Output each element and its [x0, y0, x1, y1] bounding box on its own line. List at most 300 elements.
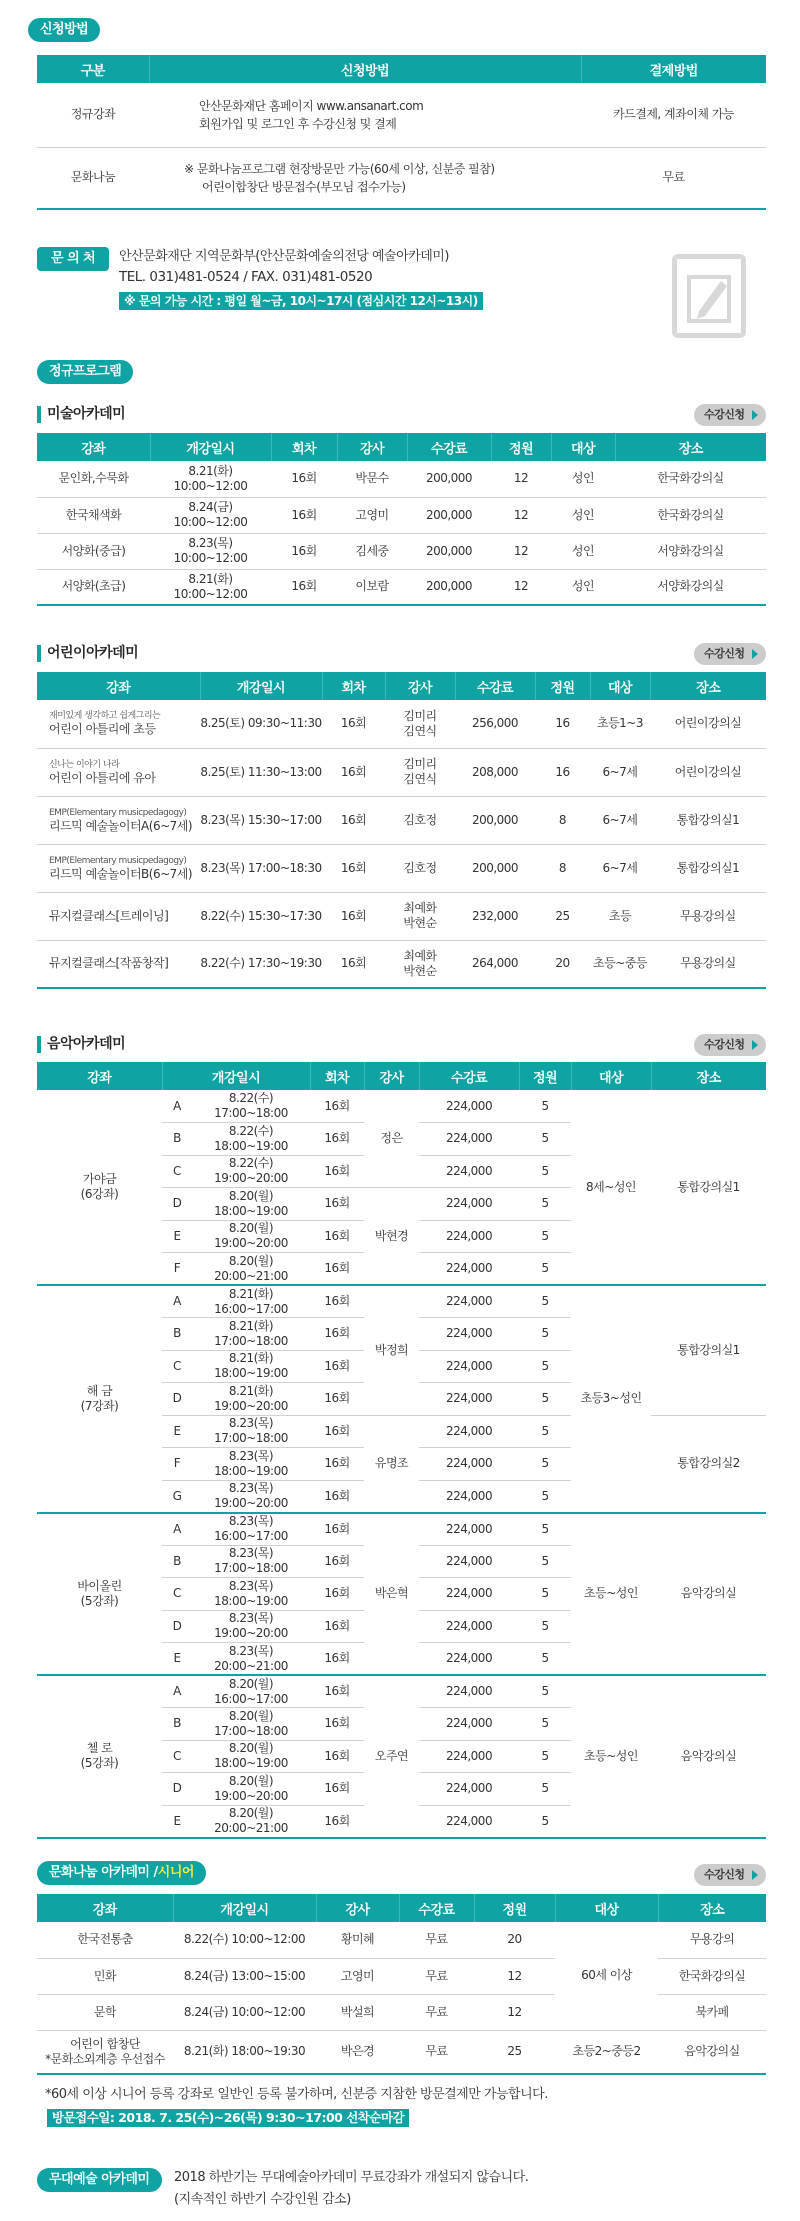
apply-method: [149, 83, 581, 147]
course-capacity: 5: [519, 1610, 571, 1643]
course-fee: 200,000: [455, 796, 535, 844]
apply-type: 문화나눔: [37, 147, 149, 209]
course-date: 8.22(수) 15:30~17:30: [200, 892, 322, 940]
course-fee: 224,000: [419, 1253, 519, 1286]
course-name: 한국채색화: [37, 497, 150, 533]
course-teacher: 오주연: [364, 1675, 419, 1838]
course-date: 8.21(화) 10:00~12:00: [150, 569, 271, 605]
course-fee: 224,000: [419, 1513, 519, 1546]
course-teacher: 박문수: [337, 461, 407, 497]
course-fee: 무료: [399, 1958, 474, 1994]
course-date: 8.20(월) 16:00~17:00: [192, 1675, 310, 1708]
col-header: 수강료: [419, 1062, 519, 1090]
course-date: 8.21(화) 17:00~18:00: [192, 1318, 310, 1351]
course-target: 초등: [590, 892, 650, 940]
course-teacher: [385, 844, 455, 892]
course-fee: 224,000: [419, 1643, 519, 1676]
course-count: 16회: [310, 1155, 364, 1188]
course-teacher: [385, 748, 455, 796]
table-row: [37, 497, 766, 533]
senior-visit-date: 방문접수일: 2018. 7. 25(수)~26(목) 9:30~17:00 선착순마감: [47, 2109, 409, 2127]
arrow-right-icon: [752, 410, 758, 420]
course-teacher: 박은경: [316, 2030, 399, 2074]
course-teacher: 이보람: [337, 569, 407, 605]
course-name: [37, 892, 200, 940]
section-letter: A: [162, 1090, 192, 1123]
course-title: 뮤지컬클래스[작품창작]: [49, 956, 169, 971]
course-date: 8.24(금) 10:00~12:00: [150, 497, 271, 533]
course-fee: 224,000: [419, 1773, 519, 1806]
course-place: 통합강의실1: [650, 796, 766, 844]
col-header: 구분: [37, 55, 149, 83]
course-subtitle: 재미있게 생각하고 쉽게그리는: [49, 711, 161, 722]
course-date: 8.23(목) 18:00~19:00: [192, 1448, 310, 1481]
course-capacity: 5: [519, 1285, 571, 1318]
course-target: 6~7세: [590, 796, 650, 844]
course-name: [37, 700, 200, 748]
contact-hours: ※ 문의 가능 시간 : 평일 월~금, 10시~17시 (점심시간 12시~13시): [119, 292, 483, 310]
course-fee: 224,000: [419, 1220, 519, 1253]
course-place: 통합강의실1: [651, 1285, 766, 1415]
course-capacity: 5: [519, 1448, 571, 1481]
art-register-button[interactable]: [694, 404, 766, 426]
course-fee: 200,000: [407, 569, 491, 605]
course-capacity: 5: [519, 1545, 571, 1578]
course-fee: 224,000: [419, 1480, 519, 1513]
section-letter: G: [162, 1480, 192, 1513]
col-header: 강좌: [37, 433, 150, 461]
course-fee: 224,000: [419, 1123, 519, 1156]
course-capacity: 5: [519, 1318, 571, 1351]
course-date: 8.23(목) 18:00~19:00: [192, 1578, 310, 1611]
course-teacher: 유명조: [364, 1415, 419, 1513]
kids-table-body: [37, 700, 766, 988]
course-name: 한국전통춤: [37, 1922, 173, 1958]
course-target: 초등2~중등2: [555, 2030, 658, 2074]
course-name: [37, 2030, 173, 2074]
course-date: 8.23(목) 10:00~12:00: [150, 533, 271, 569]
course-subtitle: EMP(Elementary musicpedagogy): [49, 807, 187, 818]
course-teacher: 김세중: [337, 533, 407, 569]
course-date: 8.20(월) 18:00~19:00: [192, 1740, 310, 1773]
course-count-note: (7강좌): [80, 1398, 119, 1413]
col-header: 강좌: [37, 1894, 173, 1922]
table-row: [37, 461, 766, 497]
col-header: 개강일시: [150, 433, 271, 461]
kids-header-row: [37, 672, 766, 700]
course-place: 한국화강의실: [658, 1958, 766, 1994]
course-name: 문학: [37, 1994, 173, 2030]
course-count: 16회: [310, 1350, 364, 1383]
section-letter: D: [162, 1383, 192, 1416]
col-header: 수강료: [399, 1894, 474, 1922]
course-date: 8.21(화) 10:00~12:00: [150, 461, 271, 497]
col-header: 대상: [590, 672, 650, 700]
col-header: 정원: [491, 433, 551, 461]
teacher-name: 김연식: [403, 772, 437, 786]
course-capacity: 5: [519, 1123, 571, 1156]
course-count: 16회: [310, 1123, 364, 1156]
course-fee: 200,000: [407, 461, 491, 497]
table-row: [37, 83, 766, 147]
table-row: [37, 892, 766, 940]
col-header: 강좌: [37, 672, 200, 700]
senior-label-highlight: 시니어: [157, 1865, 194, 1880]
course-count: 16회: [322, 700, 385, 748]
course-place: 한국화강의실: [615, 461, 766, 497]
col-header: 대상: [555, 1894, 658, 1922]
course-target: 6~7세: [590, 748, 650, 796]
course-place: 어린이강의실: [650, 748, 766, 796]
course-title: 어린이 아틀리에 초등: [49, 722, 156, 737]
table-row: [37, 844, 766, 892]
course-name: [37, 1090, 162, 1285]
course-target: 초등~성인: [571, 1513, 651, 1676]
course-count: 16회: [322, 748, 385, 796]
art-header-row: [37, 433, 766, 461]
method-line: 안산문화재단 홈페이지 www.ansanart.com: [199, 98, 424, 113]
course-count: 16회: [310, 1708, 364, 1741]
course-title: 어린이 아틀리에 유아: [49, 770, 156, 785]
course-count: 16회: [310, 1805, 364, 1838]
course-capacity: 25: [535, 892, 590, 940]
course-fee: 224,000: [419, 1415, 519, 1448]
course-capacity: 12: [491, 461, 551, 497]
course-count: 16회: [271, 461, 337, 497]
regular-section-label: 정규프로그램: [37, 360, 133, 384]
course-fee: 224,000: [419, 1090, 519, 1123]
course-count-note: (5강좌): [80, 1756, 119, 1771]
section-letter: A: [162, 1513, 192, 1546]
course-fee: 224,000: [419, 1805, 519, 1838]
table-row: [37, 569, 766, 605]
course-fee: 무료: [399, 1994, 474, 2030]
course-date: 8.21(화) 18:00~19:00: [192, 1350, 310, 1383]
col-header: 장소: [658, 1894, 766, 1922]
contact-dept: 안산문화재단 지역문화부(안산문화예술의전당 예술아카데미): [119, 249, 449, 264]
course-count: 16회: [271, 533, 337, 569]
course-capacity: 5: [519, 1220, 571, 1253]
course-teacher: 박현경: [364, 1188, 419, 1286]
course-date: 8.23(목) 16:00~17:00: [192, 1513, 310, 1546]
register-label: 수강신청: [704, 647, 745, 660]
arrow-right-icon: [752, 1870, 758, 1880]
section-letter: E: [162, 1805, 192, 1838]
course-fee: 224,000: [419, 1350, 519, 1383]
col-header: 강사: [337, 433, 407, 461]
table-row: [37, 1285, 766, 1318]
course-teacher: [385, 796, 455, 844]
course-fee: 224,000: [419, 1545, 519, 1578]
course-capacity: 20: [474, 1922, 555, 1958]
course-place: 통합강의실2: [651, 1415, 766, 1513]
course-teacher: [385, 700, 455, 748]
course-count: 16회: [322, 844, 385, 892]
course-capacity: 5: [519, 1415, 571, 1448]
section-letter: F: [162, 1448, 192, 1481]
course-capacity: 5: [519, 1578, 571, 1611]
course-date: 8.23(목) 19:00~20:00: [192, 1610, 310, 1643]
course-fee: 224,000: [419, 1578, 519, 1611]
section-letter: B: [162, 1318, 192, 1351]
col-header: 장소: [650, 672, 766, 700]
course-target: 초등~성인: [571, 1675, 651, 1838]
teacher-name: 김미리: [403, 708, 437, 723]
course-fee: 224,000: [419, 1383, 519, 1416]
course-place: 무용강의실: [650, 892, 766, 940]
course-capacity: 5: [519, 1643, 571, 1676]
course-fee: 224,000: [419, 1675, 519, 1708]
register-label: 수강신청: [704, 408, 745, 421]
col-header: 정원: [535, 672, 590, 700]
teacher-name: 최예화: [403, 948, 437, 963]
course-capacity: 5: [519, 1383, 571, 1416]
music-header-row: [37, 1062, 766, 1090]
course-place: 북카페: [658, 1994, 766, 2030]
teacher-name: 김연식: [403, 723, 437, 738]
course-teacher: 박설희: [316, 1994, 399, 2030]
course-capacity: 8: [535, 796, 590, 844]
course-count: 16회: [310, 1675, 364, 1708]
course-teacher: 황미혜: [316, 1922, 399, 1958]
course-capacity: 5: [519, 1675, 571, 1708]
course-date: 8.21(화) 16:00~17:00: [192, 1285, 310, 1318]
course-date: 8.24(금) 10:00~12:00: [173, 1994, 316, 2030]
course-subtitle: EMP(Elementary musicpedagogy): [49, 855, 187, 866]
course-count: 16회: [310, 1318, 364, 1351]
course-capacity: 12: [474, 1958, 555, 1994]
col-header: 개강일시: [173, 1894, 316, 1922]
table-row: [37, 1513, 766, 1546]
stage-section-label: 무대예술 아카데미: [37, 2168, 162, 2192]
senior-label-text: 문화나눔 아카데미 /: [49, 1865, 158, 1880]
course-date: 8.20(월) 19:00~20:00: [192, 1773, 310, 1806]
apply-pay: 무료: [581, 147, 766, 209]
course-count: 16회: [310, 1253, 364, 1286]
course-date: 8.20(월) 18:00~19:00: [192, 1188, 310, 1221]
course-place: 음악강의실: [658, 2030, 766, 2074]
col-header: 정원: [474, 1894, 555, 1922]
course-count-note: (6강좌): [80, 1187, 119, 1201]
course-capacity: 8: [535, 844, 590, 892]
course-name: [37, 1675, 162, 1838]
senior-register-button[interactable]: [694, 1864, 766, 1886]
course-name: [37, 748, 200, 796]
col-header: 회차: [310, 1062, 364, 1090]
course-fee: 224,000: [419, 1610, 519, 1643]
col-header: 결제방법: [581, 55, 766, 83]
course-teacher: 고영미: [337, 497, 407, 533]
art-academy-title: 미술아카데미: [37, 406, 125, 423]
col-header: 장소: [651, 1062, 766, 1090]
course-title: 리드믹 예술놀이터B(6~7세): [49, 866, 193, 881]
course-teacher: [385, 940, 455, 988]
section-letter: D: [162, 1773, 192, 1806]
course-capacity: 5: [519, 1480, 571, 1513]
course-date: 8.22(수) 19:00~20:00: [192, 1155, 310, 1188]
course-date: 8.20(월) 19:00~20:00: [192, 1220, 310, 1253]
course-count: 16회: [310, 1513, 364, 1546]
section-letter: D: [162, 1610, 192, 1643]
table-row: [37, 940, 766, 988]
section-letter: C: [162, 1155, 192, 1188]
course-target: 6~7세: [590, 844, 650, 892]
section-letter: C: [162, 1740, 192, 1773]
course-capacity: 20: [535, 940, 590, 988]
table-row: [37, 1090, 766, 1123]
course-count: 16회: [271, 497, 337, 533]
kids-table: [37, 672, 766, 989]
section-letter: B: [162, 1123, 192, 1156]
course-date: 8.20(월) 17:00~18:00: [192, 1708, 310, 1741]
col-header: 대상: [551, 433, 615, 461]
course-date: 8.24(금) 13:00~15:00: [173, 1958, 316, 1994]
course-fee: 200,000: [455, 844, 535, 892]
course-place: 음악강의실: [651, 1675, 766, 1838]
course-capacity: 5: [519, 1188, 571, 1221]
col-header: 장소: [615, 433, 766, 461]
course-fee: 224,000: [419, 1740, 519, 1773]
course-capacity: 5: [519, 1513, 571, 1546]
course-name: 서양화(초급): [37, 569, 150, 605]
course-place: 어린이강의실: [650, 700, 766, 748]
course-date: 8.20(월) 20:00~21:00: [192, 1253, 310, 1286]
instrument-name: 첼 로: [86, 1741, 113, 1756]
col-header: 개강일시: [200, 672, 322, 700]
course-fee: 200,000: [407, 533, 491, 569]
course-title: 뮤지컬클래스[트레이닝]: [49, 908, 169, 923]
course-count: 16회: [310, 1480, 364, 1513]
teacher-name: 박현순: [403, 963, 437, 978]
course-date: 8.20(월) 20:00~21:00: [192, 1805, 310, 1838]
course-date: 8.25(토) 09:30~11:30: [200, 700, 322, 748]
contact-phone: TEL. 031)481-0524 / FAX. 031)481-0520: [119, 269, 373, 285]
stage-notice: 2018 하반기는 무대예술아카데미 무료강좌가 개설되지 않습니다.: [174, 2170, 529, 2185]
course-fee: 무료: [399, 2030, 474, 2074]
course-target: 성인: [551, 569, 615, 605]
course-place: 통합강의실1: [650, 844, 766, 892]
pencil-icon: [672, 254, 746, 338]
music-table-body: [37, 1090, 766, 1838]
arrow-right-icon: [752, 649, 758, 659]
course-name: [37, 1285, 162, 1513]
senior-table: [37, 1894, 766, 2075]
teacher-name: 최예화: [403, 901, 437, 915]
register-label: 수강신청: [704, 1868, 745, 1881]
method-line: ※ 문화나눔프로그램 현장방문만 가능(60세 이상, 신분증 필참): [184, 161, 495, 176]
section-letter: E: [162, 1643, 192, 1676]
apply-pay: 카드결제, 계좌이체 가능: [581, 83, 766, 147]
course-date: 8.21(화) 19:00~20:00: [192, 1383, 310, 1416]
stage-reason: (지속적인 하반기 수강인원 감소): [174, 2192, 351, 2207]
course-capacity: 5: [519, 1253, 571, 1286]
col-header: 강사: [385, 672, 455, 700]
choir-note: *문화소외계층 우선접수: [45, 2051, 165, 2066]
course-place: 무용강의: [658, 1922, 766, 1958]
col-header: 개강일시: [162, 1062, 310, 1090]
course-fee: 264,000: [455, 940, 535, 988]
course-fee: 256,000: [455, 700, 535, 748]
course-place: 무용강의실: [650, 940, 766, 988]
course-fee: 224,000: [419, 1285, 519, 1318]
course-count: 16회: [310, 1188, 364, 1221]
course-teacher: 박은혁: [364, 1513, 419, 1676]
col-header: 회차: [322, 672, 385, 700]
course-fee: 224,000: [419, 1448, 519, 1481]
col-header: 회차: [271, 433, 337, 461]
course-name: [37, 1513, 162, 1676]
table-row: [37, 796, 766, 844]
course-date: 8.23(목) 15:30~17:00: [200, 796, 322, 844]
teacher-name: 김미리: [403, 757, 437, 771]
course-count: 16회: [310, 1643, 364, 1676]
course-target: 60세 이상: [555, 1922, 658, 2030]
senior-section-label: [37, 1861, 206, 1885]
course-fee: 208,000: [455, 748, 535, 796]
course-fee: 232,000: [455, 892, 535, 940]
col-header: 강좌: [37, 1062, 162, 1090]
apply-table: [37, 55, 766, 210]
course-date: 8.23(목) 20:00~21:00: [192, 1643, 310, 1676]
teacher-name: 박현순: [403, 916, 437, 930]
arrow-right-icon: [752, 1040, 758, 1050]
course-name: 민화: [37, 1958, 173, 1994]
course-capacity: 16: [535, 748, 590, 796]
teacher-name: 김호정: [403, 812, 437, 827]
course-teacher: 박정희: [364, 1285, 419, 1415]
apply-method: [149, 147, 581, 209]
table-row: [37, 748, 766, 796]
section-letter: A: [162, 1675, 192, 1708]
course-fee: 200,000: [407, 497, 491, 533]
course-capacity: 16: [535, 700, 590, 748]
music-register-button[interactable]: [694, 1034, 766, 1056]
course-name: 문인화,수묵화: [37, 461, 150, 497]
kids-register-button[interactable]: [694, 643, 766, 665]
course-target: 성인: [551, 533, 615, 569]
kids-academy-title: 어린이아카데미: [37, 645, 138, 662]
col-header: 정원: [519, 1062, 571, 1090]
register-label: 수강신청: [704, 1038, 745, 1051]
course-date: 8.23(목) 17:00~18:30: [200, 844, 322, 892]
course-count: 16회: [310, 1415, 364, 1448]
course-name: [37, 940, 200, 988]
apply-type: 정규강좌: [37, 83, 149, 147]
instrument-name: 바이올린: [77, 1578, 122, 1593]
course-place: 한국화강의실: [615, 497, 766, 533]
course-count: 16회: [310, 1285, 364, 1318]
course-target: 성인: [551, 497, 615, 533]
course-place: 서양화강의실: [615, 569, 766, 605]
course-date: 8.22(수) 17:00~18:00: [192, 1090, 310, 1123]
course-date: 8.25(토) 11:30~13:00: [200, 748, 322, 796]
col-header: 수강료: [407, 433, 491, 461]
course-count: 16회: [310, 1220, 364, 1253]
course-name: [37, 796, 200, 844]
instrument-name: 가야금: [82, 1172, 117, 1186]
course-fee: 224,000: [419, 1188, 519, 1221]
section-letter: E: [162, 1220, 192, 1253]
course-target: 초등1~3: [590, 700, 650, 748]
course-target: 8세~성인: [571, 1090, 651, 1285]
course-capacity: 5: [519, 1708, 571, 1741]
course-count: 16회: [310, 1545, 364, 1578]
course-fee: 224,000: [419, 1708, 519, 1741]
section-letter: B: [162, 1708, 192, 1741]
course-date: 8.23(목) 17:00~18:00: [192, 1415, 310, 1448]
course-count: 16회: [322, 940, 385, 988]
course-capacity: 5: [519, 1805, 571, 1838]
